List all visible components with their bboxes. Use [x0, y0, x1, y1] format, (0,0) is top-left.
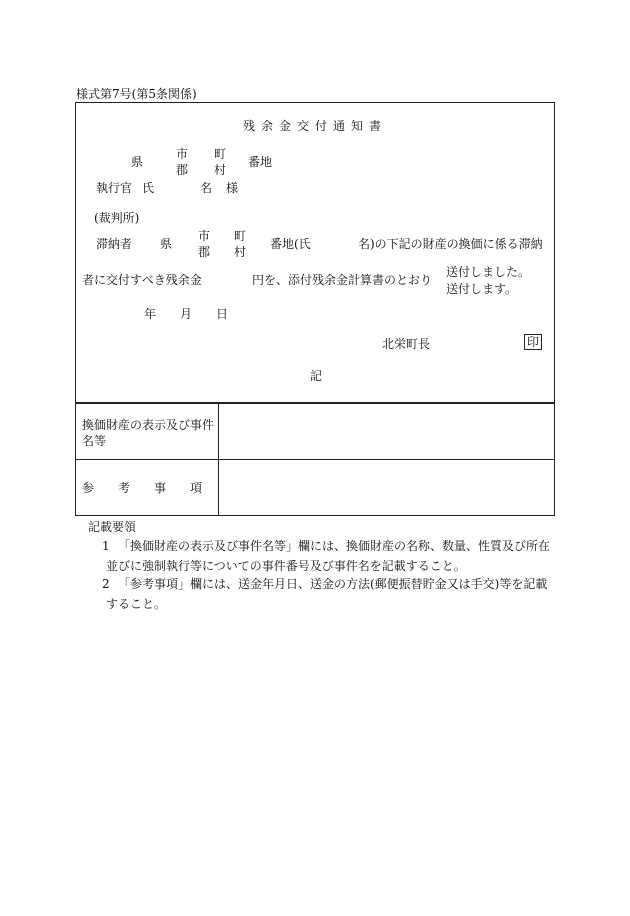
note-1-line2: 並びに強制執行等についての事件番号及び事件名を記載すること。	[106, 559, 466, 573]
address1-town: 町	[214, 147, 227, 161]
body-county: 郡	[198, 245, 211, 259]
body-prefecture: 県	[160, 237, 173, 251]
body-city: 市	[198, 229, 211, 243]
note-2-line2: すること。	[106, 597, 167, 611]
reference-label-cell	[76, 459, 227, 515]
ki-heading: 記	[310, 369, 323, 383]
date-day: 日	[216, 307, 229, 321]
delinquent-label: 滞納者	[96, 237, 133, 251]
body-banchi-name: 番地(氏	[270, 237, 311, 251]
property-value-cell[interactable]	[219, 403, 554, 459]
body-town: 町	[234, 229, 247, 243]
issuer-name: 北栄町長	[382, 337, 431, 351]
address1-prefecture: 県	[131, 155, 144, 169]
notes-heading: 記載要領	[88, 520, 137, 534]
address1-village: 村	[214, 163, 227, 177]
body-line1-tail: 名)の下記の財産の換価に係る滞納	[358, 237, 543, 251]
court-label: (裁判所)	[94, 211, 140, 225]
address1-county: 郡	[176, 163, 189, 177]
form-number-label: 様式第7号(第5条関係)	[76, 87, 197, 101]
table-row-reference	[75, 459, 555, 516]
body-village: 村	[234, 245, 247, 259]
reference-value-cell[interactable]	[219, 459, 554, 515]
property-label: 換価財産の表示及び事件名等	[82, 418, 215, 448]
addressee-mei: 名	[200, 181, 213, 195]
body-line2-head: 者に交付すべき残余金	[82, 273, 202, 287]
document-title: 残余金交付通知書	[242, 119, 387, 133]
address1-banchi: 番地	[248, 155, 273, 169]
property-label-cell	[76, 403, 219, 459]
date-month: 月	[180, 307, 193, 321]
notice-body-box	[75, 102, 555, 404]
table-row-property	[75, 402, 555, 460]
note-1-number: 1	[102, 539, 110, 553]
date-year: 年	[144, 307, 157, 321]
note-1-line1: 「換価財産の表示及び事件名等」欄には、換価財産の名称、数量、性質及び所在	[118, 539, 551, 553]
sent-future-option: 送付します。	[446, 282, 518, 296]
seal-mark: 印	[524, 334, 542, 350]
addressee-shi: 氏	[142, 181, 155, 195]
address1-city: 市	[176, 147, 189, 161]
note-2-number: 2	[102, 577, 110, 591]
addressee-honorific: 様	[226, 181, 239, 195]
sent-past-option: 送付しました。	[446, 265, 531, 279]
body-line2-mid: 円を、添付残余金計算書のとおり	[252, 273, 433, 287]
note-2-line1: 「参考事項」欄には、送金年月日、送金の方法(郵便振替貯金又は手交)等を記載	[118, 577, 548, 591]
addressee-officer: 執行官	[96, 181, 133, 195]
reference-label: 参考事項	[82, 481, 227, 495]
